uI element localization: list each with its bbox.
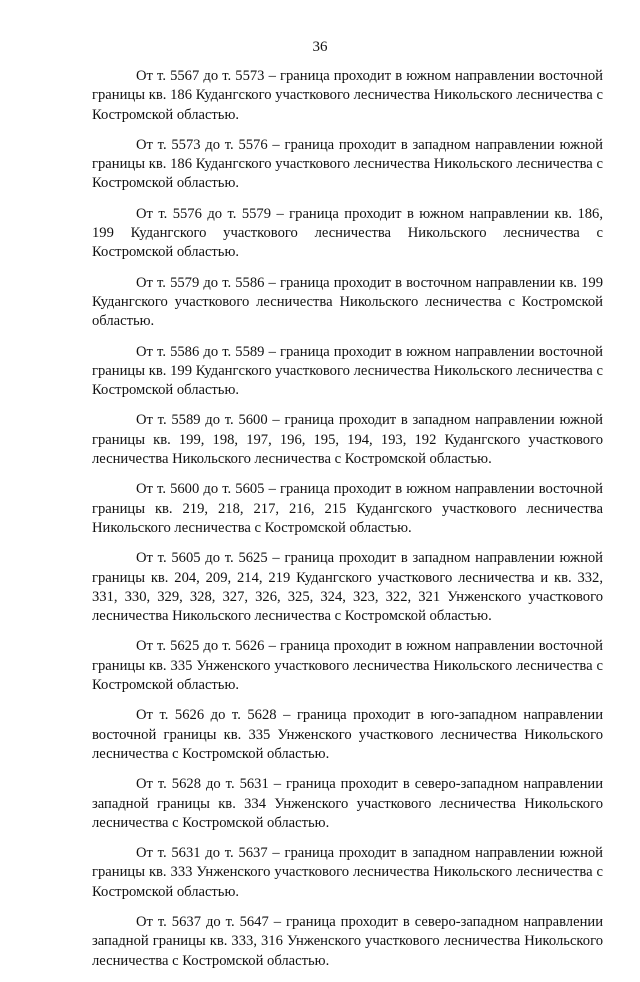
boundary-paragraph: От т. 5586 до т. 5589 – граница проходит в южном направлении восточной границы кв. 199 Кудангского участкового лесничества Никольского лесничества с Костромской областью. <box>92 343 603 399</box>
boundary-paragraph: От т. 5631 до т. 5637 – граница проходит в западном направлении южной границы кв. 333 Унженского участкового лесничества Никольского лесничества с Костромской областью. <box>92 845 603 900</box>
document-body <box>92 67 603 982</box>
page-number: 36 <box>312 39 328 55</box>
boundary-paragraph: От т. 5589 до т. 5600 – граница проходит в западном направлении южной границы кв. 199, 198, 197, 196, 195, 194, 193, 192 Кудангского участкового лесничества Никольского лесничества с Костромской областью. <box>92 412 603 468</box>
boundary-paragraph: От т. 5579 до т. 5586 – граница проходит в восточном направлении кв. 199 Кудангского участкового лесничества Никольского лесничества с Костромской областью. <box>92 274 603 330</box>
boundary-paragraph: От т. 5573 до т. 5576 – граница проходит в западном направлении южной границы кв. 186 Кудангского участкового лесничества Никольского лесничества с Костромской областью. <box>92 136 603 192</box>
boundary-paragraph: От т. 5600 до т. 5605 – граница проходит в южном направлении восточной границы кв. 219, 218, 217, 216, 215 Кудангского участкового лесничества Никольского лесничества с Костромской областью. <box>92 481 603 536</box>
boundary-paragraph: От т. 5605 до т. 5625 – граница проходит в западном направлении южной границы кв. 204, 209, 214, 219 Кудангского участкового лесничества и кв. 332, 331, 330, 329, 328, 327, 326, 325, 324, 323, 322, 321 Унженского участкового лесничества Никольского лесничества с Костромской областью. <box>92 550 603 625</box>
boundary-paragraph: От т. 5567 до т. 5573 – граница проходит в южном направлении восточной границы кв. 186 Кудангского участкового лесничества Никольского лесничества с Костромской областью. <box>92 68 603 123</box>
boundary-paragraph: От т. 5625 до т. 5626 – граница проходит в южном направлении восточной границы кв. 335 Унженского участкового лесничества Никольского лесничества с Костромской областью. <box>92 638 603 694</box>
boundary-paragraph: От т. 5628 до т. 5631 – граница проходит в северо-западном направлении западной границы кв. 334 Унженского участкового лесничества Никольского лесничества с Костромской областью. <box>92 776 603 831</box>
boundary-paragraph: От т. 5626 до т. 5628 – граница проходит в юго-западном направлении восточной границы кв. 335 Унженского участкового лесничества Никольского лесничества с Костромской областью. <box>92 707 603 762</box>
boundary-paragraph: От т. 5637 до т. 5647 – граница проходит в северо-западном направлении западной границы кв. 333, 316 Унженского участкового лесничества Никольского лесничества с Костромской областью. <box>92 913 603 969</box>
boundary-paragraph: От т. 5576 до т. 5579 – граница проходит в южном направлении кв. 186, 199 Кудангского участкового лесничества Никольского лесничества с Костромской областью. <box>92 205 603 261</box>
